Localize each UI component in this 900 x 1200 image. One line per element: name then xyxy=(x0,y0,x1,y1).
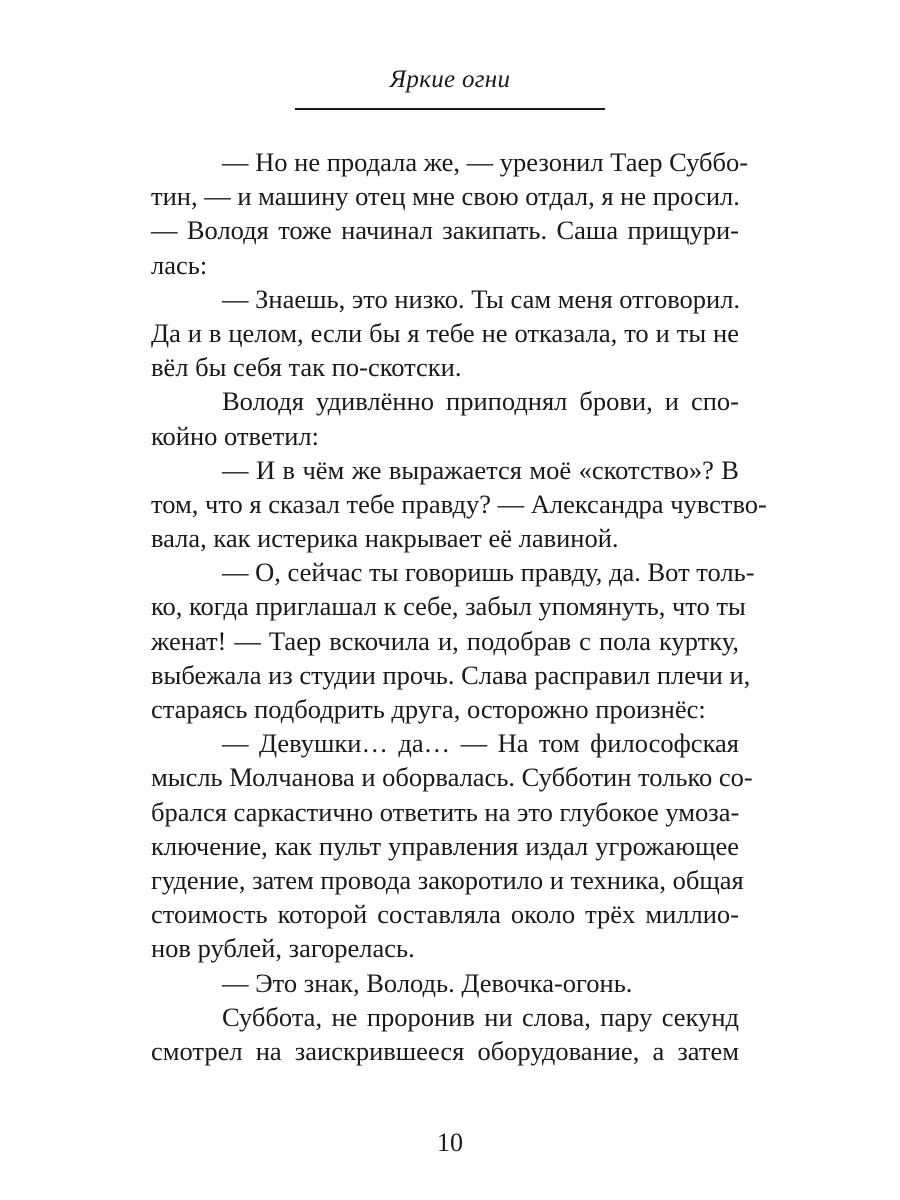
text-line: ключение, как пульт управления издал угрожающее xyxy=(151,830,739,861)
text-line: мысль Молчанова и оборвалась. Субботин только со- xyxy=(151,762,753,793)
text-line: вёл бы себя так по-скотски. xyxy=(151,352,462,383)
page-number: 10 xyxy=(437,1128,463,1157)
text-line: стараясь подбодрить друга, осторожно произнёс: xyxy=(151,694,706,724)
text-line: — Это знак, Володь. Девочка-огонь. xyxy=(222,967,633,998)
text-line: том, что я сказал тебе правду? — Александра чувство- xyxy=(151,488,767,519)
text-line: нов рублей, загорелась. xyxy=(151,933,415,964)
text-line: — Знаешь, это низко. Ты сам меня отговорил. xyxy=(222,283,741,314)
text-line: стоимость которой составляла около трёх миллио- xyxy=(151,899,739,930)
body-text xyxy=(151,145,767,1068)
text-line: Володя удивлённо приподнял брови, и спо- xyxy=(222,386,739,417)
running-head: Яркие огни xyxy=(389,66,511,93)
text-line: Да и в целом, если бы я тебе не отказала, то и ты не xyxy=(151,317,739,348)
text-line: ко, когда приглашал к себе, забыл упомянуть, что ты xyxy=(151,591,746,622)
text-line: — Девушки… да… — На том философская xyxy=(222,728,739,759)
text-line: женат! — Таер вскочила и, подобрав с пола куртку, xyxy=(151,625,739,656)
header-rule xyxy=(295,108,605,110)
text-line: вала, как истерика накрывает её лавиной. xyxy=(151,523,619,554)
text-line: гудение, затем провода закоротило и техника, общая xyxy=(151,864,744,895)
text-line: — И в чём же выражается моё «скотство»? В xyxy=(222,454,739,485)
text-line: — О, сейчас ты говоришь правду, да. Вот толь- xyxy=(222,557,755,588)
text-line: лась: xyxy=(151,249,208,280)
text-line: Суббота, не проронив ни слова, пару секунд xyxy=(222,1001,739,1032)
text-line: — Володя тоже начинал закипать. Саша прищури- xyxy=(151,215,739,246)
text-line: койно ответил: xyxy=(151,420,319,451)
text-line: брался саркастично ответить на это глубокое умоза- xyxy=(151,796,740,827)
text-line: выбежала из студии прочь. Слава расправил плечи и, xyxy=(151,659,751,690)
text-line: — Но не продала же, — урезонил Таер Суббо- xyxy=(222,147,749,177)
text-line: смотрел на заискрившееся оборудование, а затем xyxy=(151,1035,739,1066)
text-line: тин, — и машину отец мне свою отдал, я не просил. xyxy=(151,181,740,212)
